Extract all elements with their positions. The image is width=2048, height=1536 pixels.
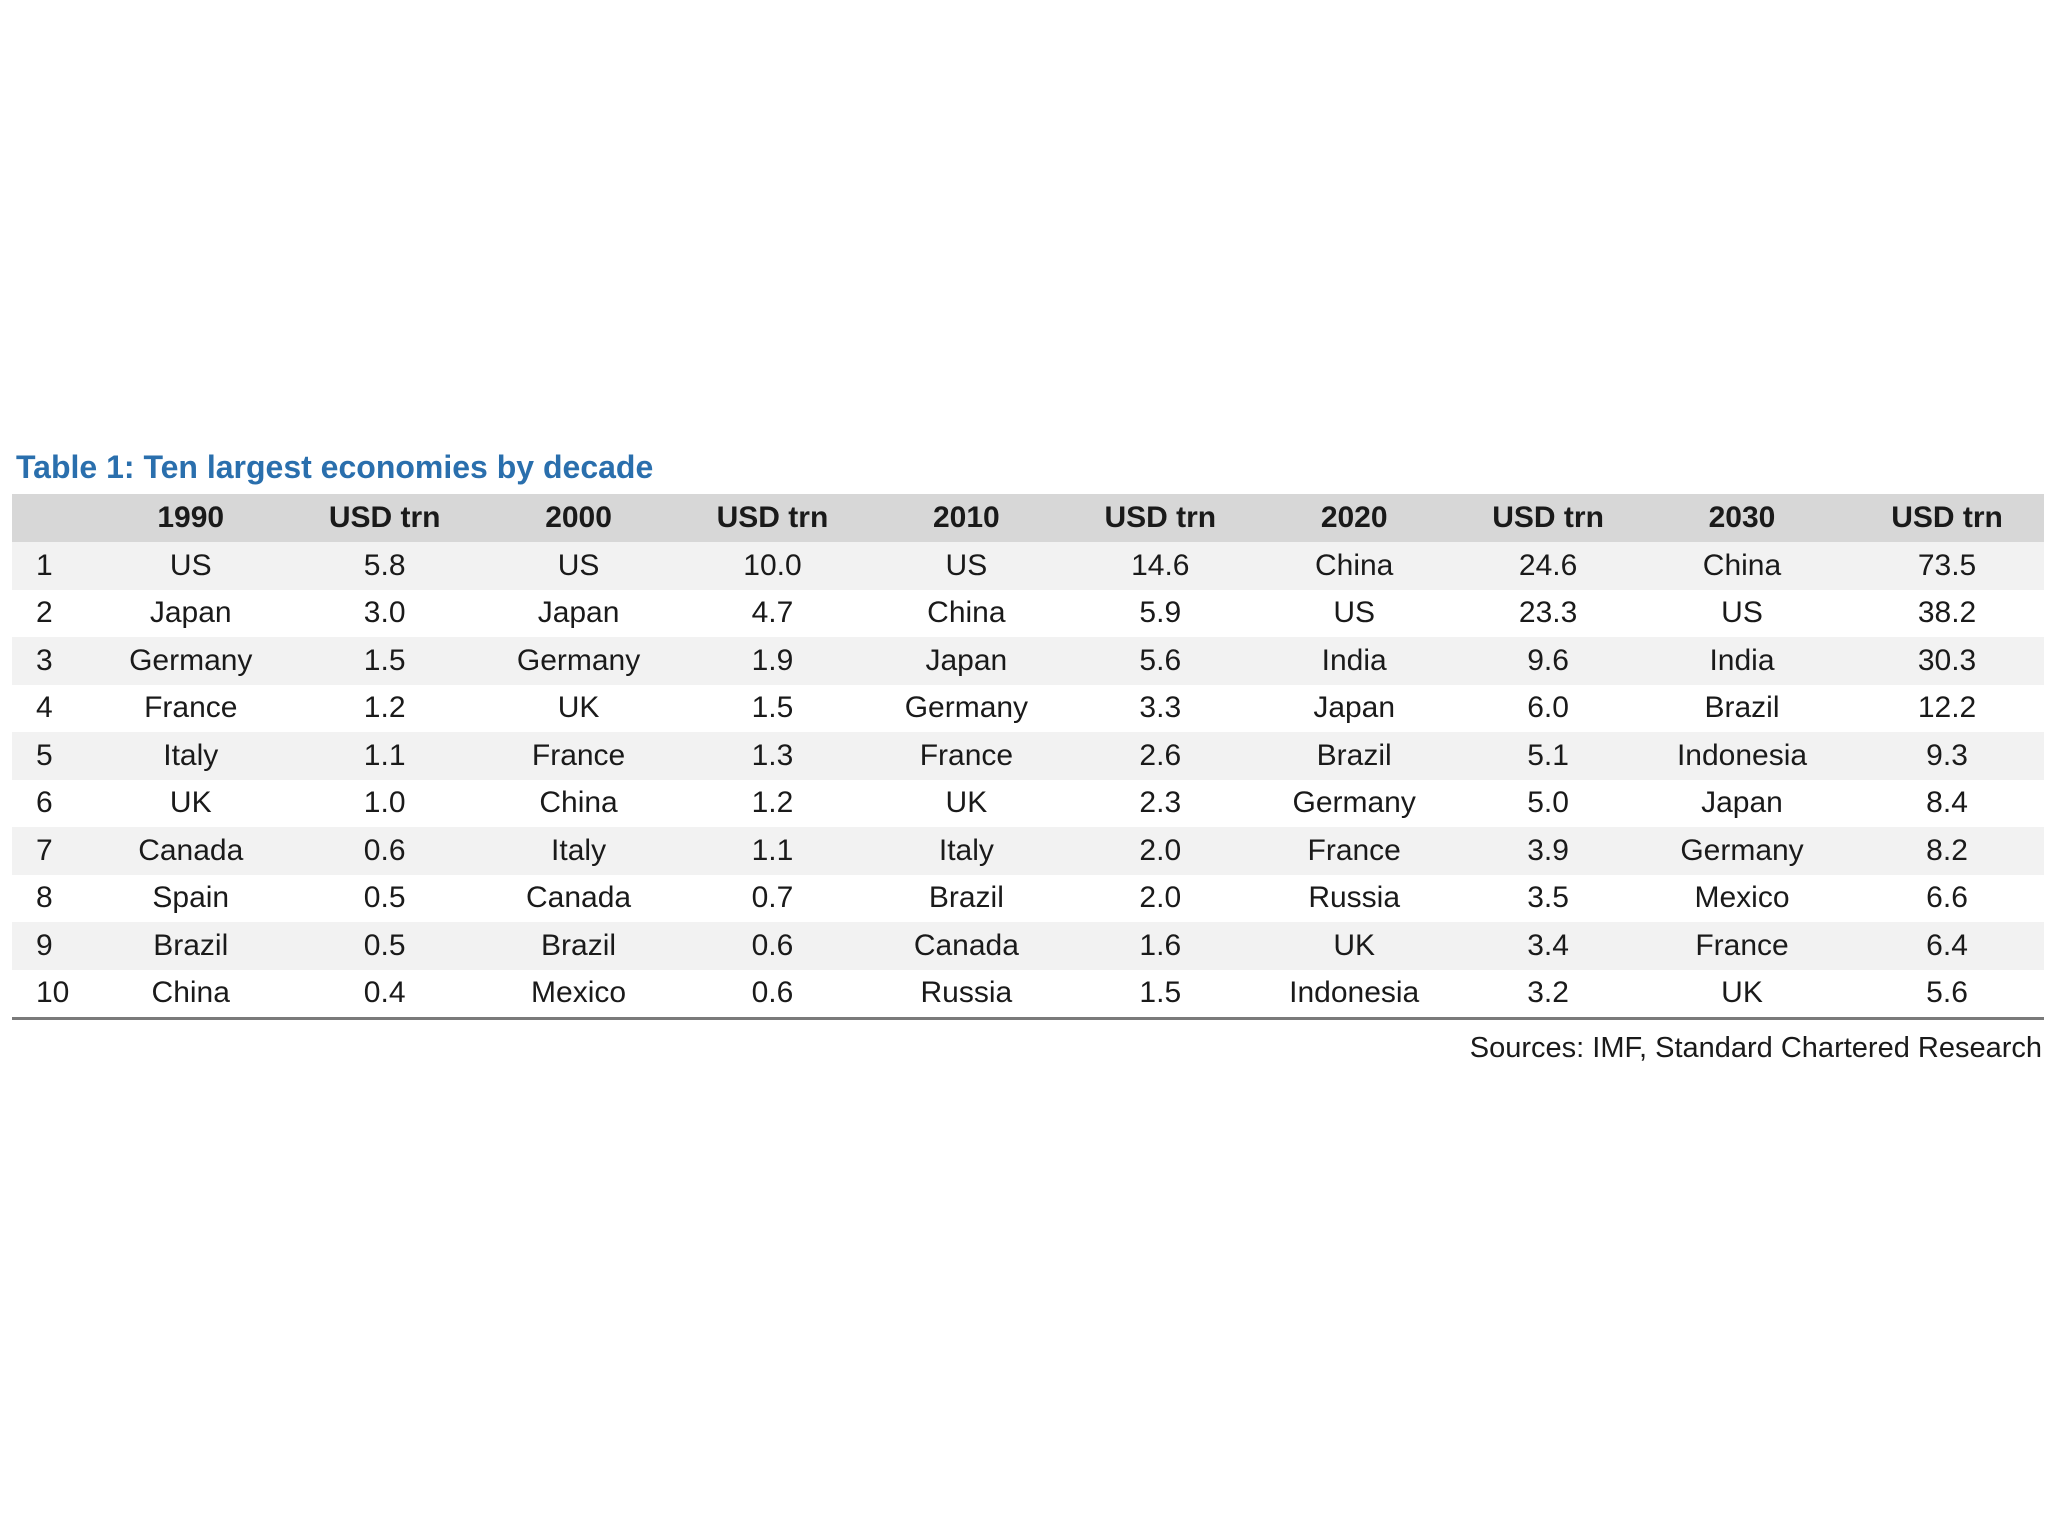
country-cell: France xyxy=(1634,922,1850,970)
country-cell: Japan xyxy=(471,590,687,638)
country-cell: UK xyxy=(1246,922,1462,970)
gdp-value-cell: 0.5 xyxy=(299,875,471,923)
gdp-value-cell: 4.7 xyxy=(687,590,859,638)
country-cell: Canada xyxy=(471,875,687,923)
rank-cell: 3 xyxy=(12,637,83,685)
country-cell: India xyxy=(1246,637,1462,685)
country-cell: Brazil xyxy=(858,875,1074,923)
country-cell: US xyxy=(1634,590,1850,638)
country-cell: Italy xyxy=(858,827,1074,875)
gdp-value-cell: 14.6 xyxy=(1074,542,1246,590)
header-cell: 2020 xyxy=(1246,494,1462,542)
country-cell: China xyxy=(471,780,687,828)
table-row xyxy=(12,970,2044,1019)
country-cell: China xyxy=(858,590,1074,638)
header-cell: 1990 xyxy=(83,494,299,542)
rank-cell: 6 xyxy=(12,780,83,828)
header-cell: USD trn xyxy=(1074,494,1246,542)
rank-cell: 4 xyxy=(12,685,83,733)
gdp-value-cell: 6.0 xyxy=(1462,685,1634,733)
country-cell: UK xyxy=(858,780,1074,828)
gdp-value-cell: 5.6 xyxy=(1074,637,1246,685)
country-cell: Indonesia xyxy=(1634,732,1850,780)
gdp-value-cell: 1.5 xyxy=(687,685,859,733)
table-row xyxy=(12,590,2044,638)
country-cell: UK xyxy=(471,685,687,733)
gdp-value-cell: 3.9 xyxy=(1462,827,1634,875)
gdp-value-cell: 5.6 xyxy=(1850,970,2044,1019)
country-cell: Germany xyxy=(1246,780,1462,828)
country-cell: Germany xyxy=(858,685,1074,733)
country-cell: Canada xyxy=(83,827,299,875)
gdp-value-cell: 73.5 xyxy=(1850,542,2044,590)
gdp-value-cell: 1.3 xyxy=(687,732,859,780)
gdp-value-cell: 1.2 xyxy=(299,685,471,733)
gdp-value-cell: 2.0 xyxy=(1074,875,1246,923)
rank-cell: 8 xyxy=(12,875,83,923)
gdp-value-cell: 1.5 xyxy=(1074,970,1246,1019)
country-cell: Japan xyxy=(83,590,299,638)
gdp-value-cell: 30.3 xyxy=(1850,637,2044,685)
gdp-value-cell: 9.6 xyxy=(1462,637,1634,685)
country-cell: China xyxy=(83,970,299,1019)
table-body xyxy=(12,542,2044,1019)
table-row xyxy=(12,637,2044,685)
country-cell: Japan xyxy=(1634,780,1850,828)
country-cell: US xyxy=(471,542,687,590)
header-cell: USD trn xyxy=(687,494,859,542)
country-cell: Brazil xyxy=(83,922,299,970)
header-cell: 2000 xyxy=(471,494,687,542)
country-cell: Japan xyxy=(858,637,1074,685)
gdp-value-cell: 6.6 xyxy=(1850,875,2044,923)
country-cell: Brazil xyxy=(1634,685,1850,733)
country-cell: Germany xyxy=(83,637,299,685)
header-cell-rank xyxy=(12,494,83,542)
country-cell: US xyxy=(1246,590,1462,638)
header-cell: USD trn xyxy=(1462,494,1634,542)
gdp-value-cell: 38.2 xyxy=(1850,590,2044,638)
table-row xyxy=(12,827,2044,875)
gdp-value-cell: 8.4 xyxy=(1850,780,2044,828)
gdp-value-cell: 3.4 xyxy=(1462,922,1634,970)
gdp-value-cell: 3.3 xyxy=(1074,685,1246,733)
rank-cell: 7 xyxy=(12,827,83,875)
gdp-value-cell: 23.3 xyxy=(1462,590,1634,638)
table-row xyxy=(12,780,2044,828)
country-cell: Germany xyxy=(1634,827,1850,875)
table-figure xyxy=(12,444,2044,1065)
gdp-value-cell: 0.4 xyxy=(299,970,471,1019)
country-cell: Spain xyxy=(83,875,299,923)
country-cell: Mexico xyxy=(471,970,687,1019)
table-row xyxy=(12,732,2044,780)
country-cell: India xyxy=(1634,637,1850,685)
country-cell: China xyxy=(1634,542,1850,590)
country-cell: Brazil xyxy=(471,922,687,970)
header-cell: USD trn xyxy=(1850,494,2044,542)
country-cell: Japan xyxy=(1246,685,1462,733)
gdp-value-cell: 1.2 xyxy=(687,780,859,828)
gdp-value-cell: 1.0 xyxy=(299,780,471,828)
country-cell: Germany xyxy=(471,637,687,685)
country-cell: Italy xyxy=(471,827,687,875)
gdp-value-cell: 2.0 xyxy=(1074,827,1246,875)
gdp-value-cell: 5.0 xyxy=(1462,780,1634,828)
gdp-value-cell: 0.6 xyxy=(299,827,471,875)
header-cell: 2030 xyxy=(1634,494,1850,542)
gdp-value-cell: 5.9 xyxy=(1074,590,1246,638)
table-row xyxy=(12,875,2044,923)
country-cell: France xyxy=(1246,827,1462,875)
country-cell: Indonesia xyxy=(1246,970,1462,1019)
country-cell: UK xyxy=(1634,970,1850,1019)
gdp-value-cell: 1.1 xyxy=(687,827,859,875)
country-cell: Canada xyxy=(858,922,1074,970)
country-cell: France xyxy=(83,685,299,733)
header-cell: 2010 xyxy=(858,494,1074,542)
table-row xyxy=(12,922,2044,970)
gdp-value-cell: 6.4 xyxy=(1850,922,2044,970)
rank-cell: 5 xyxy=(12,732,83,780)
gdp-value-cell: 0.5 xyxy=(299,922,471,970)
rank-cell: 2 xyxy=(12,590,83,638)
gdp-value-cell: 5.1 xyxy=(1462,732,1634,780)
table-header xyxy=(12,494,2044,542)
country-cell: Brazil xyxy=(1246,732,1462,780)
header-row xyxy=(12,494,2044,542)
country-cell: US xyxy=(83,542,299,590)
table-title: Table 1: Ten largest economies by decade xyxy=(16,449,654,485)
gdp-value-cell: 3.2 xyxy=(1462,970,1634,1019)
gdp-value-cell: 12.2 xyxy=(1850,685,2044,733)
gdp-value-cell: 24.6 xyxy=(1462,542,1634,590)
rank-cell: 1 xyxy=(12,542,83,590)
gdp-value-cell: 1.1 xyxy=(299,732,471,780)
country-cell: France xyxy=(471,732,687,780)
gdp-value-cell: 1.9 xyxy=(687,637,859,685)
country-cell: China xyxy=(1246,542,1462,590)
gdp-value-cell: 2.3 xyxy=(1074,780,1246,828)
country-cell: US xyxy=(858,542,1074,590)
source-note: Sources: IMF, Standard Chartered Research xyxy=(1469,1032,2042,1064)
gdp-value-cell: 10.0 xyxy=(687,542,859,590)
gdp-value-cell: 0.6 xyxy=(687,922,859,970)
header-cell: USD trn xyxy=(299,494,471,542)
gdp-value-cell: 1.5 xyxy=(299,637,471,685)
gdp-value-cell: 9.3 xyxy=(1850,732,2044,780)
gdp-value-cell: 3.5 xyxy=(1462,875,1634,923)
gdp-value-cell: 8.2 xyxy=(1850,827,2044,875)
rank-cell: 10 xyxy=(12,970,83,1019)
gdp-value-cell: 3.0 xyxy=(299,590,471,638)
country-cell: France xyxy=(858,732,1074,780)
country-cell: Russia xyxy=(858,970,1074,1019)
gdp-value-cell: 0.7 xyxy=(687,875,859,923)
country-cell: UK xyxy=(83,780,299,828)
economies-table xyxy=(12,494,2044,1020)
gdp-value-cell: 1.6 xyxy=(1074,922,1246,970)
gdp-value-cell: 5.8 xyxy=(299,542,471,590)
country-cell: Mexico xyxy=(1634,875,1850,923)
rank-cell: 9 xyxy=(12,922,83,970)
table-row xyxy=(12,685,2044,733)
country-cell: Italy xyxy=(83,732,299,780)
country-cell: Russia xyxy=(1246,875,1462,923)
gdp-value-cell: 0.6 xyxy=(687,970,859,1019)
gdp-value-cell: 2.6 xyxy=(1074,732,1246,780)
table-row xyxy=(12,542,2044,590)
